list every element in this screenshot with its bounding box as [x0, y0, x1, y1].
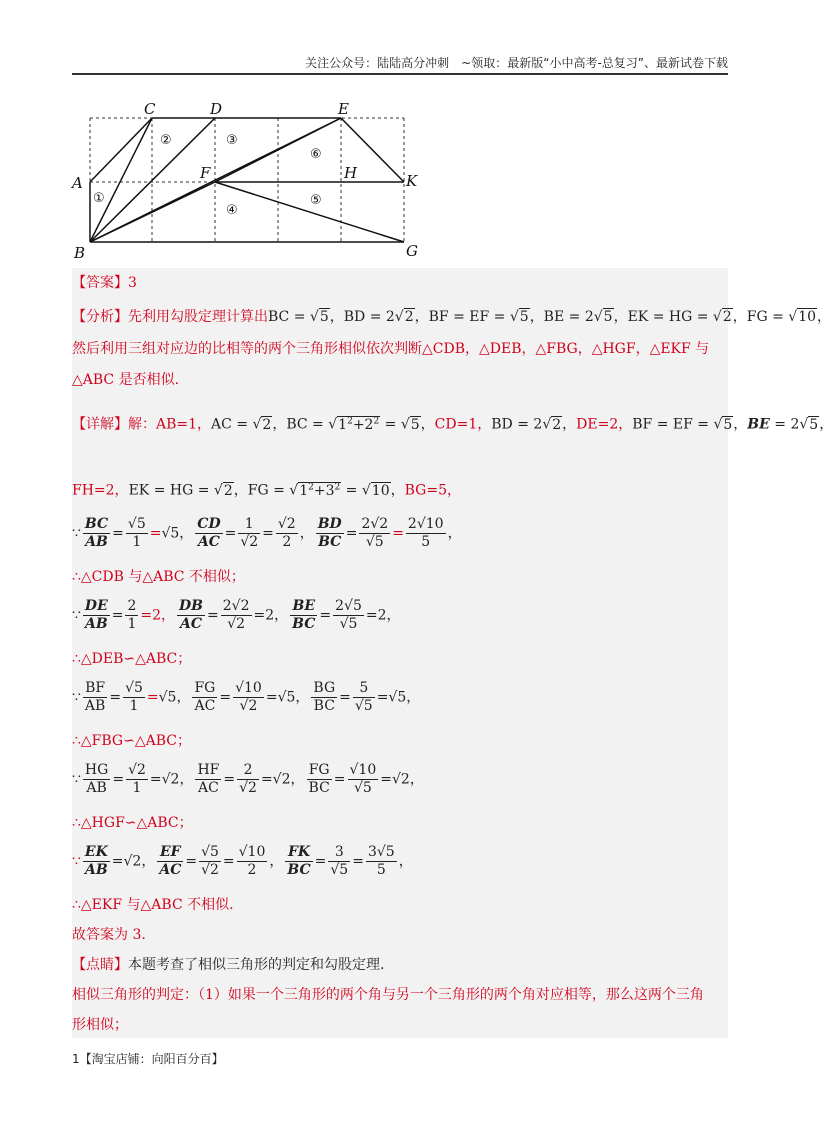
detail-tag: 【详解】 [72, 416, 128, 433]
detail-intro: 解： [128, 416, 156, 433]
detail-ab: AB=1， [156, 416, 212, 433]
analysis-line-2: 然后利用三组对应边的比相等的两个三角形相似依次判断△CDB，△DEB，△FBG，△HGF，△EKF 与 [72, 341, 710, 357]
comment-line-3: 形相似； [72, 1017, 128, 1033]
analysis-line-1 [72, 306, 831, 328]
geometry-figure [72, 96, 432, 262]
region-5: ⑤ [310, 193, 322, 208]
answer-line [72, 272, 137, 294]
analysis-intro: 先利用勾股定理计算出 [128, 309, 268, 325]
conclusion-2: ∴△DEB∽△ABC； [72, 651, 192, 667]
detail-cd: CD=1， [434, 416, 492, 433]
region-3: ③ [226, 133, 238, 148]
region-4: ④ [226, 203, 238, 218]
label-F: F [200, 164, 211, 182]
label-K: K [406, 172, 418, 190]
conclusion-3: ∴△FBG∽△ABC； [72, 733, 191, 749]
label-H: H [344, 164, 358, 182]
answer-tag: 【答案】 [72, 275, 128, 291]
conclusion-4: ∴△HGF∽△ABC； [72, 815, 193, 831]
label-B: B [74, 244, 86, 262]
region-6: ⑥ [310, 147, 322, 162]
ratio-line-1: ∵ $\frac{BC}{AB}$ = $\frac{√5}{1}$ =√5， $\frac{CD}{AC}$ = $\frac{1}{√2}$ = $\frac{√2}{2}$ ， $\frac{BD}{BC}$ = $\frac{2√2}{√5}$ = $\frac{2√10}{5}$ ， [72, 516, 462, 550]
answer-value: 3 [128, 275, 137, 291]
region-2: ② [160, 133, 172, 148]
region-1: ① [93, 191, 105, 206]
conclusion-1: ∴△CDB 与△ABC 不相似； [72, 569, 245, 585]
analysis-tag: 【分析】 [72, 309, 128, 325]
final-answer: 故答案为 3. [72, 927, 146, 943]
comment-line-1 [72, 954, 384, 976]
comment-tag: 【点睛】 [72, 957, 128, 973]
comment-text: 本题考查了相似三角形的判定和勾股定理. [128, 957, 385, 973]
detail-de: DE=2， [576, 416, 633, 433]
header-rule [72, 73, 728, 75]
ratio-line-2: ∵ $\frac{DE}{AB}$ = $\frac{2}{1}$ =2， $\frac{DB}{AC}$ = $\frac{2√2}{√2}$ =2， $\frac{BE}{BC}$ = $\frac{2√5}{√5}$ =2， [72, 598, 401, 632]
detail-line-1: 【详解】解：AB=1，AC = √2，BC = $√1^2+2^2 = √5$，CD=1，BD = 2√2，DE=2，BF = EF = √5，BE = 2√5， [72, 416, 833, 433]
detail-fh: FH=2， [72, 482, 129, 499]
label-E: E [338, 100, 349, 118]
conclusion-5: ∴△EKF 与△ABC 不相似. [72, 897, 234, 913]
page-footer: 1【淘宝店铺：向阳百分百】 [72, 1052, 224, 1066]
ratio-line-3: ∵ $\frac{BF}{AB}$ = $\frac{√5}{1}$ =√5， $\frac{FG}{AC}$ = $\frac{√10}{√2}$ =√5， $\frac{BG}{BC}$ = $\frac{5}{√5}$ =√5， [72, 680, 421, 714]
label-A: A [72, 174, 83, 192]
label-C: C [144, 100, 156, 118]
page-header: 关注公众号：陆陆高分冲刺 ~领取：最新版“小中高考-总复习”、最新试卷下载 [305, 56, 728, 70]
analysis-line-3: △ABC 是否相似. [72, 372, 180, 388]
comment-line-2: 相似三角形的判定：（1）如果一个三角形的两个角与另一个三角形的两个角对应相等，那么这两个三角 [72, 987, 704, 1003]
label-D: D [210, 100, 223, 118]
ratio-line-4: ∵ $\frac{HG}{AB}$ = $\frac{√2}{1}$ =√2， $\frac{HF}{AC}$ = $\frac{2}{√2}$ =√2， $\frac{FG}{BC}$ = $\frac{√10}{√5}$ =√2， [72, 762, 424, 796]
detail-bg: BG=5， [404, 482, 461, 499]
analysis-formulas: BC = √5，BD = 2√2，BF = EF = √5，BE = 2√5，EK = HG = √2，FG = √10， [268, 309, 832, 325]
ratio-line-5: ∵ $\frac{EK}{AB}$ =√2， $\frac{EF}{AC}$ = $\frac{√5}{√2}$ = $\frac{√10}{2}$ ， $\frac{FK}{BC}$ = $\frac{3}{√5}$ = $\frac{3√5}{5}$ ， [72, 844, 413, 878]
detail-line-2: FH=2，EK = HG = √2，FG = $√1^2+3^2 = √10$，BG=5， [72, 482, 461, 499]
label-G: G [406, 242, 418, 260]
